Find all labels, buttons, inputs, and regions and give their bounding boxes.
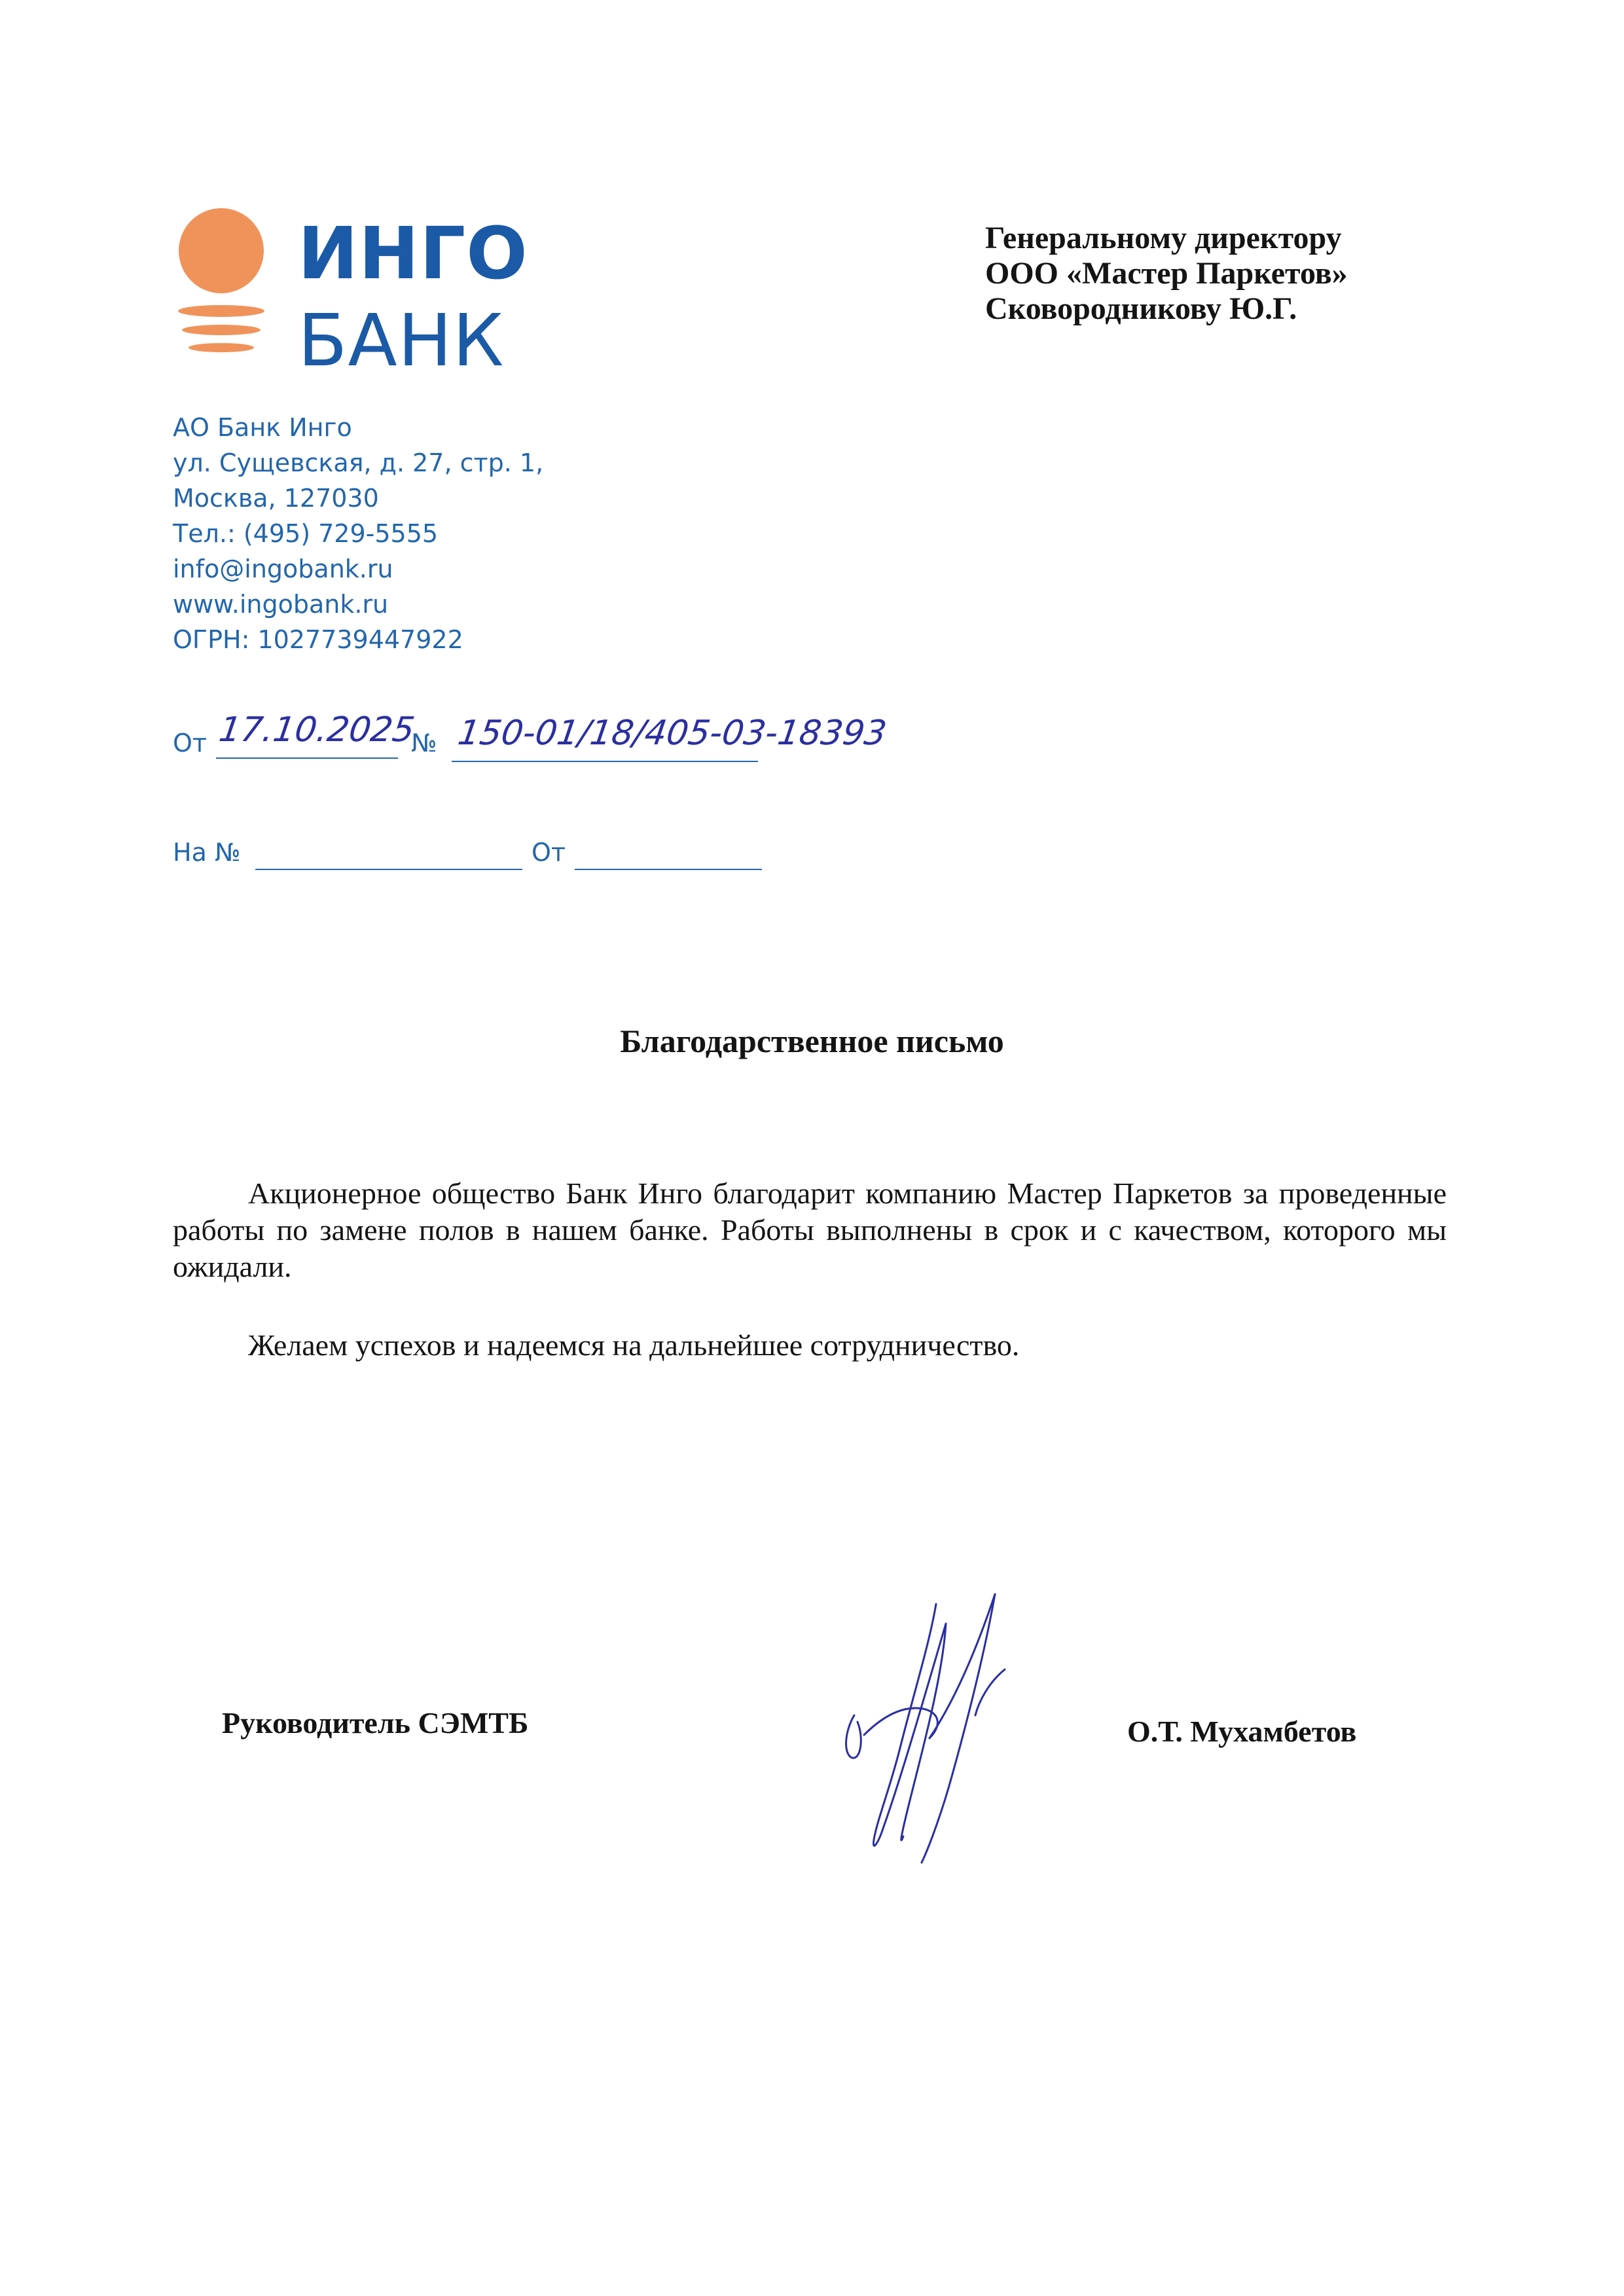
outgoing-number-label: № <box>411 729 437 757</box>
signer-position: Руководитель СЭМТБ <box>222 1706 529 1740</box>
sender-street: ул. Сущевская, д. 27, стр. 1, <box>173 448 544 477</box>
sender-ogrn: ОГРН: 1027739447922 <box>173 625 463 654</box>
logo-wordmark-line1: ИНГО <box>298 211 528 295</box>
signer-name: О.Т. Мухамбетов <box>1127 1715 1357 1748</box>
sender-details <box>173 410 543 657</box>
letter-paragraph-1: Акционерное общество Банк Инго благодарит компанию Мастер Паркетов за проведенные работы по замене полов в нашем банке. Работы выполнены в срок и с качеством, которого мы ожидали. <box>173 1176 1447 1283</box>
recipient-person: Сковородникову Ю.Г. <box>985 291 1297 326</box>
recipient-company: ООО «Мастер Паркетов» <box>985 256 1348 291</box>
recipient-position: Генеральному директору <box>985 221 1342 255</box>
sender-website: www.ingobank.ru <box>173 590 389 619</box>
letter-title: Благодарственное письмо <box>620 1023 1004 1059</box>
incoming-number-blank <box>255 869 522 870</box>
handwritten-signature <box>838 1584 1034 1866</box>
letter-paragraph-2: Желаем успехов и надеемся на дальнейшее сотрудничество. <box>248 1328 1020 1362</box>
outgoing-number-underline <box>452 761 758 762</box>
logo-wordmark-line2: БАНК <box>298 299 505 382</box>
sender-city: Москва, 127030 <box>173 484 379 513</box>
bank-logo-sun-icon <box>175 208 267 372</box>
recipient-details <box>985 221 1348 327</box>
outgoing-number: 150-01/18/405-03-18393 <box>455 714 889 753</box>
outgoing-date: 17.10.2025 <box>216 710 417 750</box>
incoming-number-label: На № <box>173 838 241 867</box>
sender-phone: Тел.: (495) 729-5555 <box>173 519 439 548</box>
sender-email: info@ingobank.ru <box>173 555 393 583</box>
sender-name: АО Банк Инго <box>173 413 352 442</box>
outgoing-from-label: От <box>173 729 208 757</box>
incoming-date-blank <box>575 869 762 870</box>
incoming-from-label: От <box>532 838 566 867</box>
outgoing-date-underline <box>216 757 398 759</box>
